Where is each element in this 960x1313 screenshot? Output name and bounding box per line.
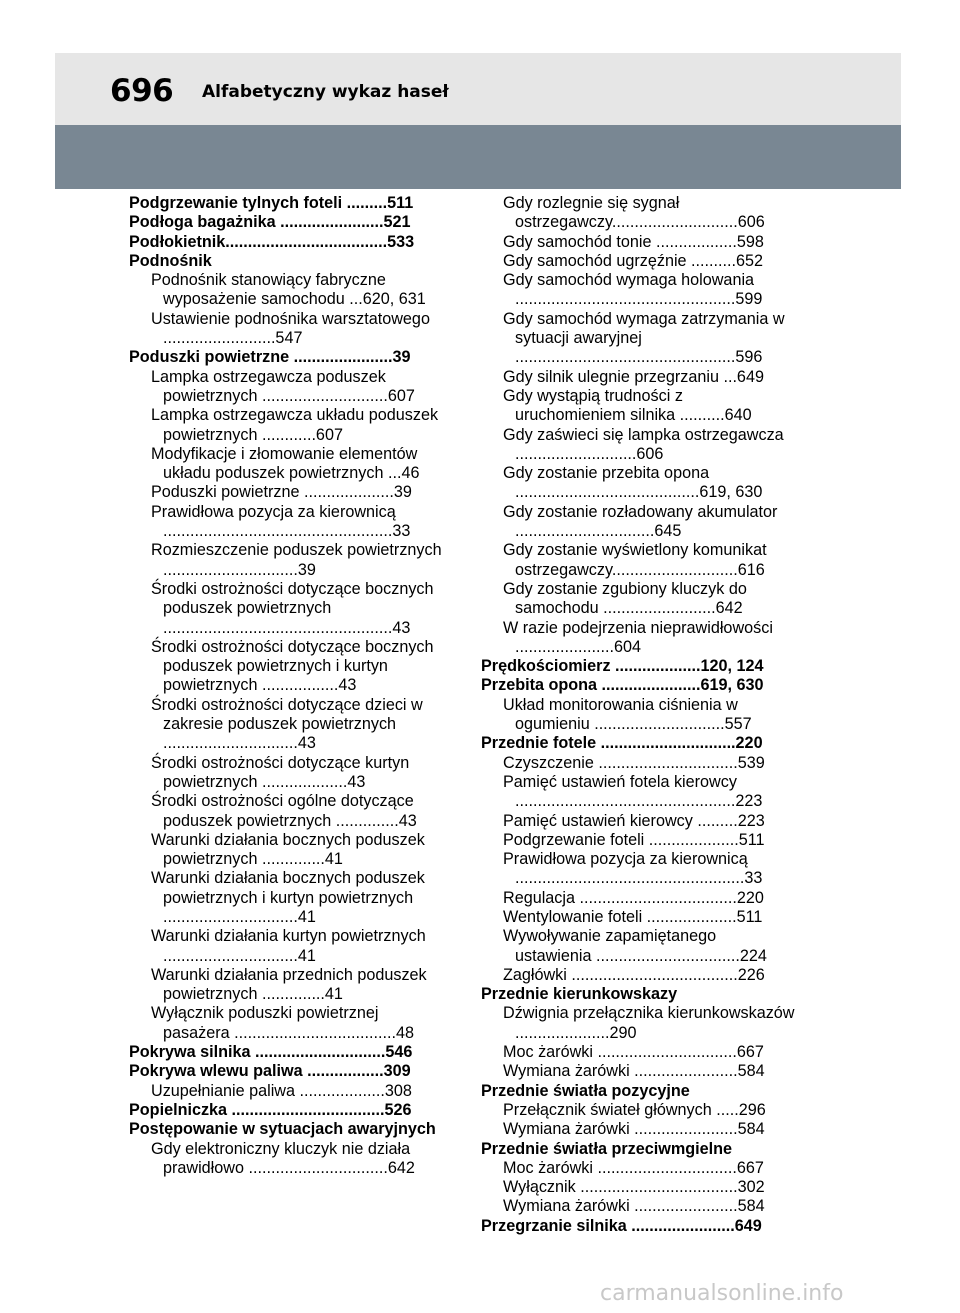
index-subentry: [129, 754, 442, 793]
index-subentry: [481, 1120, 796, 1139]
index-subentry: [481, 619, 796, 658]
index-entry-text: Gdy samochód ugrzęźnie ..........652: [503, 251, 764, 270]
index-entry-text: Gdy wystąpią trudności z uruchomieniem silnika ..........640: [503, 386, 752, 425]
index-subentry: [129, 927, 442, 966]
index-entry: [481, 1082, 796, 1101]
index-entry-text: Modyfikacje i złomowanie elementów układu poduszek powietrznych ...46: [151, 444, 420, 483]
index-entry-text: Podnośnik stanowiący fabryczne wyposażenie samochodu ...620, 631: [151, 271, 426, 309]
index-entry-text: Przełącznik świateł głównych .....296: [503, 1100, 766, 1119]
index-entry-text: Wymiana żarówki .......................584: [503, 1120, 765, 1139]
index-entry-text: Środki ostrożności dotyczące kurtyn powietrznych ...................43: [151, 753, 410, 791]
index-entry-text: Wentylowanie foteli ....................511: [503, 907, 763, 926]
index-subentry: [129, 503, 442, 542]
index-entry-text: Gdy zostanie wyświetlony komunikat ostrzegawczy............................616: [503, 541, 767, 579]
index-entry-text: Przednie kierunkowskazy: [481, 985, 678, 1004]
index-subentry: [129, 966, 442, 1005]
index-subentry: [481, 850, 796, 889]
index-entry-text: Poduszki powietrzne ....................39: [151, 483, 412, 502]
index-subentry: [481, 271, 796, 310]
index-subentry: [481, 927, 796, 966]
index-entry-text: Prawidłowa pozycja za kierownicą ...................................................33: [151, 502, 411, 541]
index-subentry: [481, 368, 796, 387]
index-entry-text: Lampka ostrzegawcza układu poduszek powietrznych ............607: [151, 406, 439, 444]
index-subentry: [481, 580, 796, 619]
index-entry-text: Układ monitorowania ciśnienia w ogumieniu .............................557: [503, 695, 752, 734]
index-subentry: [481, 696, 796, 735]
index-subentry: [129, 483, 442, 502]
index-subentry: [481, 1043, 796, 1062]
index-subentry: [481, 1101, 796, 1120]
index-subentry: [129, 792, 442, 831]
index-entry-text: Przednie światła pozycyjne: [481, 1081, 690, 1100]
index-subentry: [481, 1197, 796, 1216]
index-entry-text: Dźwignia przełącznika kierunkowskazów .....................290: [503, 1004, 795, 1042]
index-entry: [129, 233, 442, 252]
index-entry-text: Przebita opona ......................619, 630: [481, 676, 764, 695]
index-entry-text: Postępowanie w sytuacjach awaryjnych: [129, 1120, 436, 1139]
index-subentry: [481, 233, 796, 252]
index-entry: [481, 1217, 796, 1236]
index-subentry: [481, 503, 796, 542]
index-subentry: [481, 889, 796, 908]
index-entry-text: W razie podejrzenia nieprawidłowości ......................604: [503, 618, 773, 656]
index-subentry: [129, 271, 442, 310]
index-subentry: [481, 812, 796, 831]
index-subentry: [129, 1004, 442, 1043]
index-entry-text: Prędkościomierz ...................120, 124: [481, 657, 764, 676]
index-subentry: [481, 426, 796, 465]
index-entry-text: Gdy samochód wymaga holowania .................................................599: [503, 271, 763, 309]
index-entry-text: Gdy rozlegnie się sygnał ostrzegawczy............................606: [503, 194, 765, 232]
index-subentry: [481, 541, 796, 580]
page-number: 696: [110, 73, 174, 109]
index-entry-text: Gdy zostanie zgubiony kluczyk do samochodu .........................642: [503, 579, 747, 618]
index-entry-text: Gdy zostanie rozładowany akumulator ...............................645: [503, 502, 778, 541]
index-entry-text: Środki ostrożności dotyczące bocznych poduszek powietrznych i kurtyn powietrznych .................43: [151, 637, 434, 695]
index-entry-text: Pokrywa wlewu paliwa .................309: [129, 1062, 411, 1081]
index-entry: [129, 348, 442, 367]
index-entry-text: Podnośnik: [129, 251, 212, 270]
index-entry-text: Rozmieszczenie poduszek powietrznych ..............................39: [151, 541, 442, 579]
index-subentry: [481, 464, 796, 503]
index-subentry: [481, 310, 796, 368]
index-entry-text: Regulacja ...................................220: [503, 888, 764, 907]
index-entry: [481, 676, 796, 695]
index-entry-text: Warunki działania przednich poduszek powietrznych ..............41: [151, 965, 427, 1004]
index-subentry: [481, 966, 796, 985]
index-entry: [129, 213, 442, 232]
index-entry-text: Warunki działania kurtyn powietrznych ..............................41: [151, 927, 426, 965]
index-entry-text: Gdy zostanie przebita opona .........................................619, 630: [503, 464, 763, 502]
index-column-right: [481, 194, 796, 1236]
index-entry-text: Popielniczka ..................................526: [129, 1100, 412, 1119]
index-entry-text: Zagłówki .....................................226: [503, 965, 765, 984]
index-subentry: [129, 368, 442, 407]
index-entry-text: Środki ostrożności dotyczące dzieci w zakresie poduszek powietrznych ..............................43: [151, 695, 423, 753]
index-entry-text: Gdy silnik ulegnie przegrzaniu ...649: [503, 367, 764, 386]
index-entry-text: Warunki działania bocznych poduszek powietrznych i kurtyn powietrznych ..............................41: [151, 869, 425, 926]
section-band: [55, 125, 901, 189]
index-subentry: [481, 387, 796, 426]
index-entry: [129, 194, 442, 213]
index-subentry: [129, 541, 442, 580]
watermark: carmanualsonline.info: [600, 1281, 844, 1306]
index-subentry: [481, 1004, 796, 1043]
index-entry-text: Moc żarówki ...............................667: [503, 1043, 764, 1062]
index-entry: [129, 252, 442, 271]
index-subentry: [481, 908, 796, 927]
index-subentry: [129, 638, 442, 696]
index-entry-text: Wywoływanie zapamiętanego ustawienia ................................224: [503, 927, 767, 965]
index-entry: [481, 657, 796, 676]
index-entry-text: Środki ostrożności dotyczące bocznych poduszek powietrznych ...................................................43: [151, 579, 434, 637]
index-entry: [129, 1043, 442, 1062]
index-subentry: [129, 580, 442, 638]
index-subentry: [481, 1062, 796, 1081]
index-entry: [481, 1140, 796, 1159]
index-entry-text: Gdy samochód tonie ..................598: [503, 232, 764, 251]
index-entry-text: Ustawienie podnośnika warsztatowego .........................547: [151, 309, 430, 348]
index-entry-text: Przednie światła przeciwmgielne: [481, 1139, 732, 1158]
index-entry: [129, 1062, 442, 1081]
index-entry-text: Gdy zaświeci się lampka ostrzegawcza ...........................606: [503, 425, 784, 463]
page-title: Alfabetyczny wykaz haseł: [202, 82, 449, 102]
index-subentry: [481, 252, 796, 271]
index-entry-text: Podgrzewanie foteli ....................511: [503, 830, 765, 849]
index-entry-text: Przegrzanie silnika .......................649: [481, 1216, 762, 1235]
index-column-left: [129, 194, 442, 1178]
index-subentry: [481, 831, 796, 850]
index-subentry: [129, 831, 442, 870]
index-entry: [481, 985, 796, 1004]
index-subentry: [481, 754, 796, 773]
index-entry-text: Gdy samochód wymaga zatrzymania w sytuacji awaryjnej .................................................596: [503, 309, 785, 367]
index-entry-text: Wyłącznik poduszki powietrznej pasażera ....................................48: [151, 1004, 415, 1042]
index-entry-text: Wyłącznik ...................................302: [503, 1178, 765, 1197]
index-subentry: [481, 773, 796, 812]
index-entry-text: Pokrywa silnika .............................546: [129, 1043, 413, 1062]
index-subentry: [129, 696, 442, 754]
index-subentry: [129, 869, 442, 927]
index-entry-text: Prawidłowa pozycja za kierownicą ...................................................33: [503, 850, 763, 888]
index-entry: [129, 1101, 442, 1120]
index-subentry: [129, 310, 442, 349]
index-entry-text: Wymiana żarówki .......................584: [503, 1197, 765, 1216]
index-entry-text: Przednie fotele ..............................220: [481, 734, 763, 753]
index-entry-text: Wymiana żarówki .......................584: [503, 1062, 765, 1081]
index-entry-text: Czyszczenie ...............................539: [503, 753, 765, 772]
index-subentry: [481, 1178, 796, 1197]
index-entry-text: Podgrzewanie tylnych foteli .........511: [129, 194, 414, 212]
index-entry-text: Warunki działania bocznych poduszek powietrznych ..............41: [151, 830, 425, 869]
index-entry-text: Pamięć ustawień kierowcy .........223: [503, 811, 765, 830]
index-entry-text: Lampka ostrzegawcza poduszek powietrznych ............................607: [151, 367, 415, 405]
index-subentry: [481, 1159, 796, 1178]
index-subentry: [129, 406, 442, 445]
index-entry-text: Moc żarówki ...............................667: [503, 1158, 764, 1177]
index-subentry: [129, 1140, 442, 1179]
index-subentry: [481, 194, 796, 233]
index-subentry: [129, 1082, 442, 1101]
index-entry-text: Uzupełnianie paliwa ...................308: [151, 1081, 412, 1100]
header-bar: [55, 53, 901, 125]
index-entry-text: Poduszki powietrzne ......................39: [129, 348, 411, 367]
index-subentry: [129, 445, 442, 484]
index-entry-text: Gdy elektroniczny kluczyk nie działa prawidłowo ...............................642: [151, 1139, 415, 1177]
index-entry-text: Środki ostrożności ogólne dotyczące poduszek powietrznych ..............43: [151, 792, 417, 830]
index-entry-text: Pamięć ustawień fotela kierowcy .................................................223: [503, 772, 763, 811]
index-entry-text: Podłoga bagażnika .......................521: [129, 213, 411, 232]
index-entry: [481, 734, 796, 753]
index-entry-text: Podłokietnik....................................533: [129, 232, 415, 251]
index-entry: [129, 1120, 442, 1139]
